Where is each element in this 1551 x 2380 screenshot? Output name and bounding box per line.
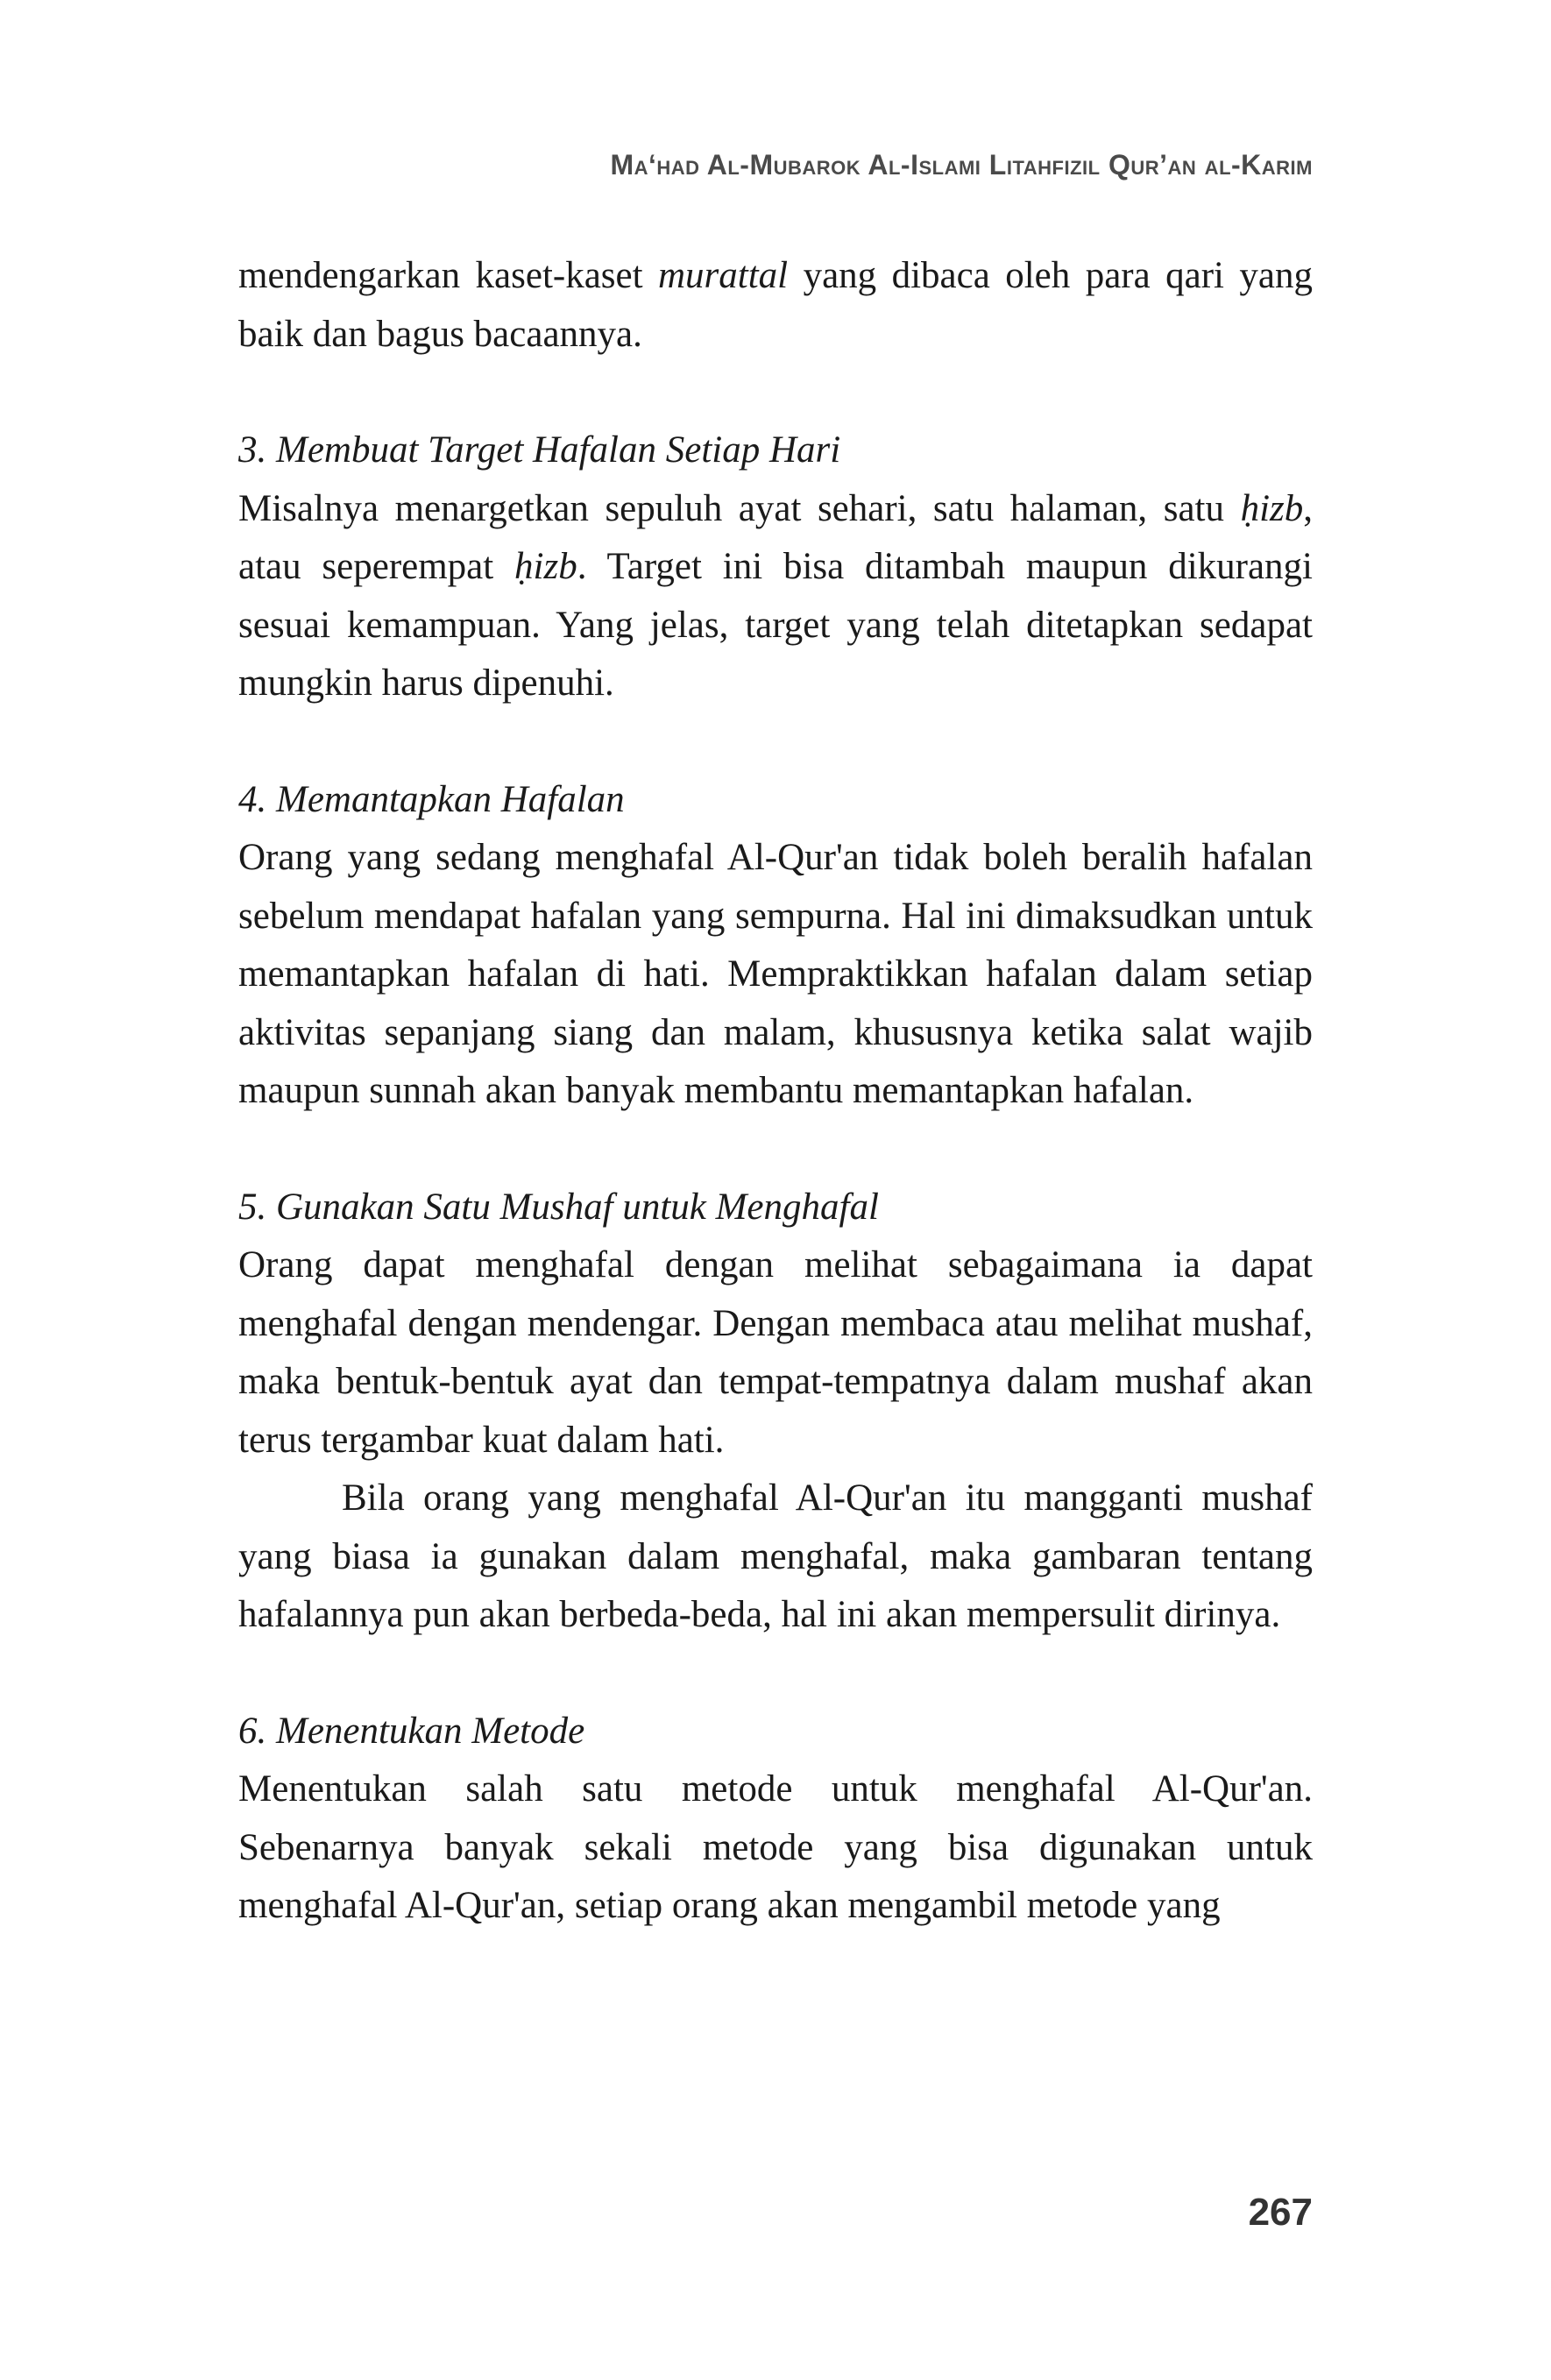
section-4-title: 4. Memantapkan Hafalan <box>238 778 625 820</box>
page-number: 267 <box>1248 2191 1313 2234</box>
section-5-body: Orang dapat menghafal dengan melihat sebagaimana ia dapat menghafal dengan mendengar. Dengan membaca atau melihat mushaf, maka bentuk-bentuk ayat dan tempat-tempatnya dalam mushaf akan terus tergambar kuat dalam hati. <box>238 1244 1313 1461</box>
section-3-text-3: . Target ini bisa ditambah maupun dikurangi sesuai kemampuan. Yang jelas, target yang telah ditetapkan sedapat mungkin harus dipenuhi. <box>238 546 1313 704</box>
section-4-body: Orang yang sedang menghafal Al-Qur'an tidak boleh beralih hafalan sebelum mendapat hafalan yang sempurna. Hal ini dimaksudkan untuk memantapkan hafalan di hati. Mempraktikkan hafalan dalam setiap aktivitas sepanjang siang dan malam, khususnya ketika salat wajib maupun sunnah akan banyak membantu memantapkan hafalan. <box>238 837 1313 1111</box>
section-6 <box>238 1703 1313 1936</box>
page-content <box>238 247 1313 1936</box>
book-page <box>238 0 1313 2380</box>
section-6-body: Menentukan salah satu metode untuk menghafal Al-Qur'an. Sebenarnya banyak sekali metode yang bisa digunakan untuk menghafal Al-Qur'an, setiap orang akan mengambil metode yang <box>238 1768 1313 1926</box>
section-5 <box>238 1179 1313 1645</box>
section-5-title: 5. Gunakan Satu Mushaf untuk Menghafal <box>238 1186 879 1228</box>
section-3-text-2: , atau seperempat <box>238 487 1313 587</box>
intro-text-after: yang dibaca oleh para qari yang baik dan bagus bacaannya. <box>238 255 1313 355</box>
intro-text-before: mendengarkan kaset-kaset <box>238 255 658 296</box>
section-5-body-2: Bila orang yang menghafal Al-Qur'an itu mangganti mushaf yang biasa ia gunakan dalam menghafal, maka gambaran tentang hafalannya pun akan berbeda-beda, hal ini akan mempersulit dirinya. <box>238 1477 1313 1635</box>
intro-paragraph <box>238 247 1313 364</box>
section-3-title: 3. Membuat Target Hafalan Setiap Hari <box>238 429 841 471</box>
section-3-italic-1: ḥizb <box>1240 487 1304 529</box>
intro-italic-term: murattal <box>658 255 789 296</box>
running-header: Ma‘had Al-Mubarok Al-Islami Litahfizil Qur’an al-Karim <box>610 149 1313 181</box>
section-3 <box>238 421 1313 713</box>
section-3-body <box>238 480 1313 713</box>
section-3-italic-2: ḥizb <box>514 546 577 587</box>
section-3-text-1: Misalnya menargetkan sepuluh ayat sehari, satu halaman, satu <box>238 487 1241 529</box>
section-4 <box>238 771 1313 1121</box>
section-6-title: 6. Menentukan Metode <box>238 1710 585 1752</box>
